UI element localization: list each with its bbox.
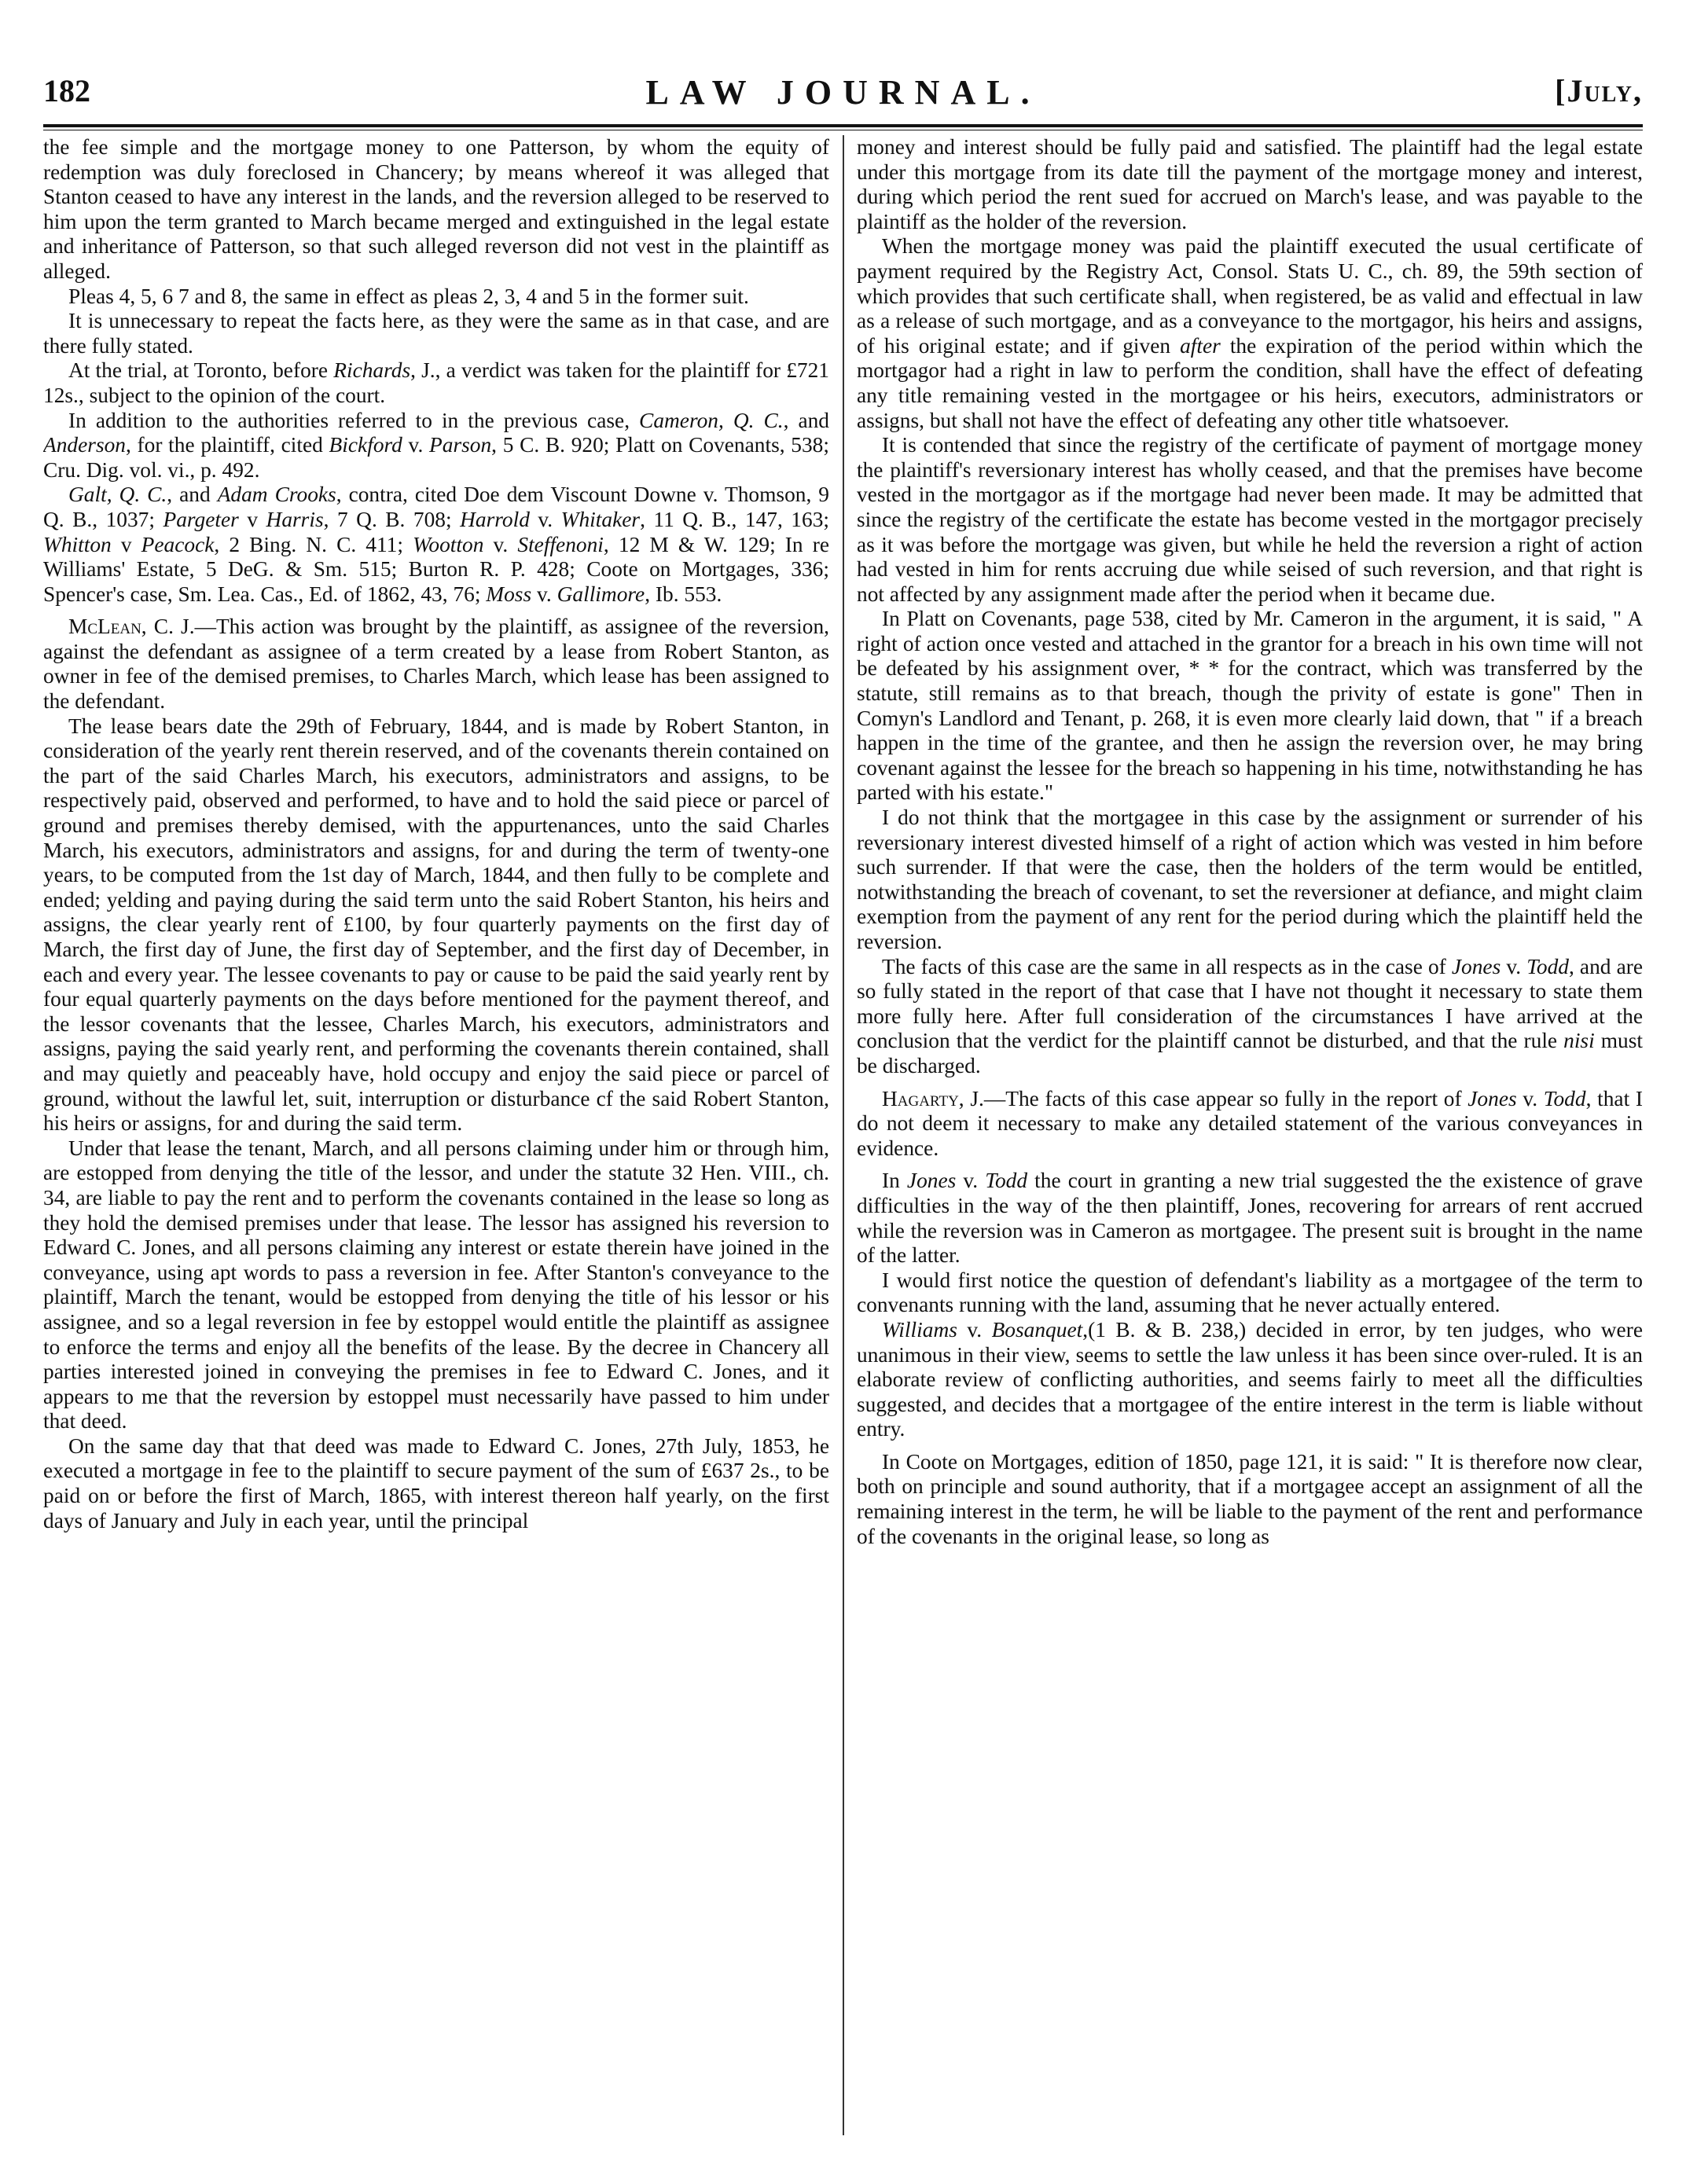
paragraph: It is unnecessary to repeat the facts here, as they were the same as in that case, and are there fully stated. [43,309,829,358]
judge-name: McLean, C. J. [68,615,195,639]
paragraph: When the mortgage money was paid the plaintiff executed the usual certificate of payment required by the Registry Act, Consol. Stats U. C., ch. 89, the 59th section of which provides that such certificate shall, when registered, be as valid and effectual in law as a release of such mortgage, and as a conveyance to the mortgagor, his heirs and assigns, of his original estate; and if given after the expiration of the period within which the mortgagor had a right in law to perform the condition, shall have the effect of defeating any title remaining vested in the mortgagee or his heirs, executors, administrators or assigns, but shall not have the effect of defeating any other title whatsoever. [857,234,1643,432]
paragraph: Hagarty, J.—The facts of this case appear so fully in the report of Jones v. Todd, that I do not deem it necessary to make any detailed statement of the various conveyances in evidence. [857,1086,1643,1160]
paragraph: In Platt on Covenants, page 538, cited by Mr. Cameron in the argument, it is said, " A right of action once vested and attached in the grantor for a breach in his own time will not be defeated by his assignment over, * * for the contract, which was transferred by the statute, still remains as to that breach, though the privity of estate is gone" Then in Comyn's Landlord and Tenant, p. 268, it is even more clearly laid down, that " if a breach happen in the time of the grantee, and then he assign the reversion over, he may bring covenant against the lessee for the breach so happening in his time, notwithstanding he has parted with his estate." [857,607,1643,805]
paragraph: Pleas 4, 5, 6 7 and 8, the same in effect as pleas 2, 3, 4 and 5 in the former suit. [68,284,749,308]
issue-month: [July, [1555,73,1643,108]
paragraph: In Coote on Mortgages, edition of 1850, page 121, it is said: " It is therefore now clear, both on principle and sound authority, that if a mortgagee accept an assignment of all the remaining interest in the term, he will be liable to the payment of the rent and performance of the covenants in the original lease, so long as [857,1449,1643,1548]
paragraph: McLean, C. J.—This action was brought by the plaintiff, as assignee of the reversion, against the defendant as assignee of a term created by a lease from Robert Stanton, as owner in fee of the demised premises, to Charles March, which lease has been assigned to the defendant. [43,615,829,714]
page-header [43,72,1643,119]
paragraph: I would first notice the question of defendant's liability as a mortgagee of the term to convenants running with the land, assuming that he never actually entered. [857,1268,1643,1317]
paragraph: At the trial, at Toronto, before Richards, J., a verdict was taken for the plaintiff for £721 12s., subject to the opinion of the court. [43,358,829,407]
column-divider [843,135,844,2135]
paragraph: the fee simple and the mortgage money to one Patterson, by whom the equity of redemption was duly foreclosed in Chancery; by means whereof it was alleged that Stanton ceased to have any interest in the lands, and the reversion alleged to be reserved to him upon the term granted to March became merged and extinguished in the legal estate and inheritance of Patterson, so that such alleged reverson did not vest in the plaintiff as alleged. [43,135,829,283]
paragraph: Under that lease the tenant, March, and all persons claiming under him or through him, are estopped from denying the title of the lessor, and under the statute 32 Hen. VIII., ch. 34, are liable to pay the rent and to perform the covenants contained in the lease so long as they hold the demised premises under that lease. The lessor has assigned his reversion to Edward C. Jones, and all persons claiming any interest or estate therein have joined in the conveyance, using apt words to pass a reversion in fee. After Stanton's conveyance to the plaintiff, March the tenant, would be estopped from denying the title of his lessor or his assignee, and so a legal reversion in fee by estoppel would entitle the plaintiff as assignee to enforce the terms and enjoy all the benefits of the lease. By the decree in Chancery all parties interested joined in conveying the premises in fee to Edward C. Jones, and it appears to me that the reversion by estoppel must necessarily have passed to him under that deed. [43,1136,829,1433]
judge-name: Hagarty, J. [882,1086,984,1110]
paragraph: The lease bears date the 29th of February, 1844, and is made by Robert Stanton, in consideration of the yearly rent therein reserved, and of the covenants therein contained on the part of the said Charles March, his executors, administrators and assigns, to be respectively paid, observed and performed, to have and to hold the said piece or parcel of ground and premises thereby demised, with the appurtenances, unto the said Charles March, his executors, administrators and assigns, for and during the term of twenty-one years, to be computed from the 1st day of March, 1844, and then fully to be complete and ended; yelding and paying during the said term unto the said Robert Stanton, his heirs and assigns, the clear yearly rent of £100, by four quarterly payments on the first day of March, the first day of June, the first day of September, and the first day of December, in each and every year. The lessee covenants to pay or cause to be paid the said yearly rent by four equal quarterly payments on the days before mentioned for the payment thereof, and the lessor covenants that the lessee, Charles March, his executors, administrators and assigns, paying the said yearly rent, and performing the covenants therein contained, shall and may quietly and peaceably have, hold occupy and enjoy the said piece or parcel of ground, without the lawful let, suit, interruption or disturbance cf the said Robert Stanton, his heirs or assigns, for and during the said term. [43,714,829,1136]
paragraph: On the same day that that deed was made to Edward C. Jones, 27th July, 1853, he executed a mortgage in fee to the plaintiff to secure payment of the sum of £637 2s., to be paid on or before the first of March, 1865, with interest thereon half yearly, on the first days of January and July in each year, until the principal [43,1433,829,1532]
page-number: 182 [43,73,90,108]
right-column [857,135,1643,2139]
paragraph: Galt, Q. C., and Adam Crooks, contra, cited Doe dem Viscount Downe v. Thomson, 9 Q. B., 1037; Pargeter v Harris, 7 Q. B. 708; Harrold v. Whitaker, 11 Q. B., 147, 163; Whitton v Peacock, 2 Bing. N. C. 411; Wootton v. Steffenoni, 12 M & W. 129; In re Williams' Estate, 5 DeG. & Sm. 515; Burton R. P. 428; Coote on Mortgages, 336; Spencer's case, Sm. Lea. Cas., Ed. of 1862, 43, 76; Moss v. Gallimore, Ib. 553. [43,483,829,606]
paragraph: In addition to the authorities referred to in the previous case, Cameron, Q. C., and Anderson, for the plaintiff, cited Bickford v. Parson, 5 C. B. 920; Platt on Covenants, 538; Cru. Dig. vol. vi., p. 492. [43,408,829,482]
paragraph: The facts of this case are the same in all respects as in the case of Jones v. Todd, and are so fully stated in the report of that case that I have not thought it necessary to state them more fully here. After full consideration of the circumstances I have arrived at the conclusion that the verdict for the plaintiff cannot be disturbed, and that the rule nisi must be discharged. [857,954,1643,1077]
journal-title: LAW JOURNAL. [645,73,1041,112]
paragraph: money and interest should be fully paid and satisfied. The plaintiff had the legal estate under this mortgage from its date till the payment of the mortgage money and interest, during which period the rent sued for accrued on March's lease, and was payable to the plaintiff as the holder of the reversion. [857,135,1643,233]
header-rule [43,124,1643,127]
paragraph: In Jones v. Todd the court in granting a new trial suggested the the existence of grave difficulties in the way of the then plaintiff, Jones, recovering for arrears of rent accrued while the reversion was in Cameron as mortgagee. The present suit is brought in the name of the latter. [857,1169,1643,1268]
paragraph: Williams v. Bosanquet,(1 B. & B. 238,) decided in error, by ten judges, who were unanimous in their view, seems to settle the law unless it has been since over-ruled. It is an elaborate review of conflicting authorities, and seems fairly to meet all the difficulties suggested, and decides that a mortgagee of the entire interest in the term is liable without entry. [857,1317,1643,1441]
left-column [43,135,829,2139]
paragraph: I do not think that the mortgagee in this case by the assignment or surrender of his reversionary interest divested himself of a right of action which was vested in him before such surrender. If that were the case, then the holders of the term would be entitled, notwithstanding the breach of covenant, to set the reversioner at defiance, and might claim exemption from the payment of any rent for the period during which the plaintiff held the reversion. [857,806,1643,953]
paragraph: It is contended that since the registry of the certificate of payment of mortgage money the plaintiff's reversionary interest has wholly ceased, and that the premises have become vested in the mortgagor as if the mortgage had never been made. It may be admitted that since the registry of the certificate the estate has become vested in the mortgagor precisely as it was before the mortgage was given, but while he held the reversion a right of action had vested in him for rents accruing due while seised of such reversion, and that right is not affected by any assignment made after the period when it became due. [857,433,1643,606]
